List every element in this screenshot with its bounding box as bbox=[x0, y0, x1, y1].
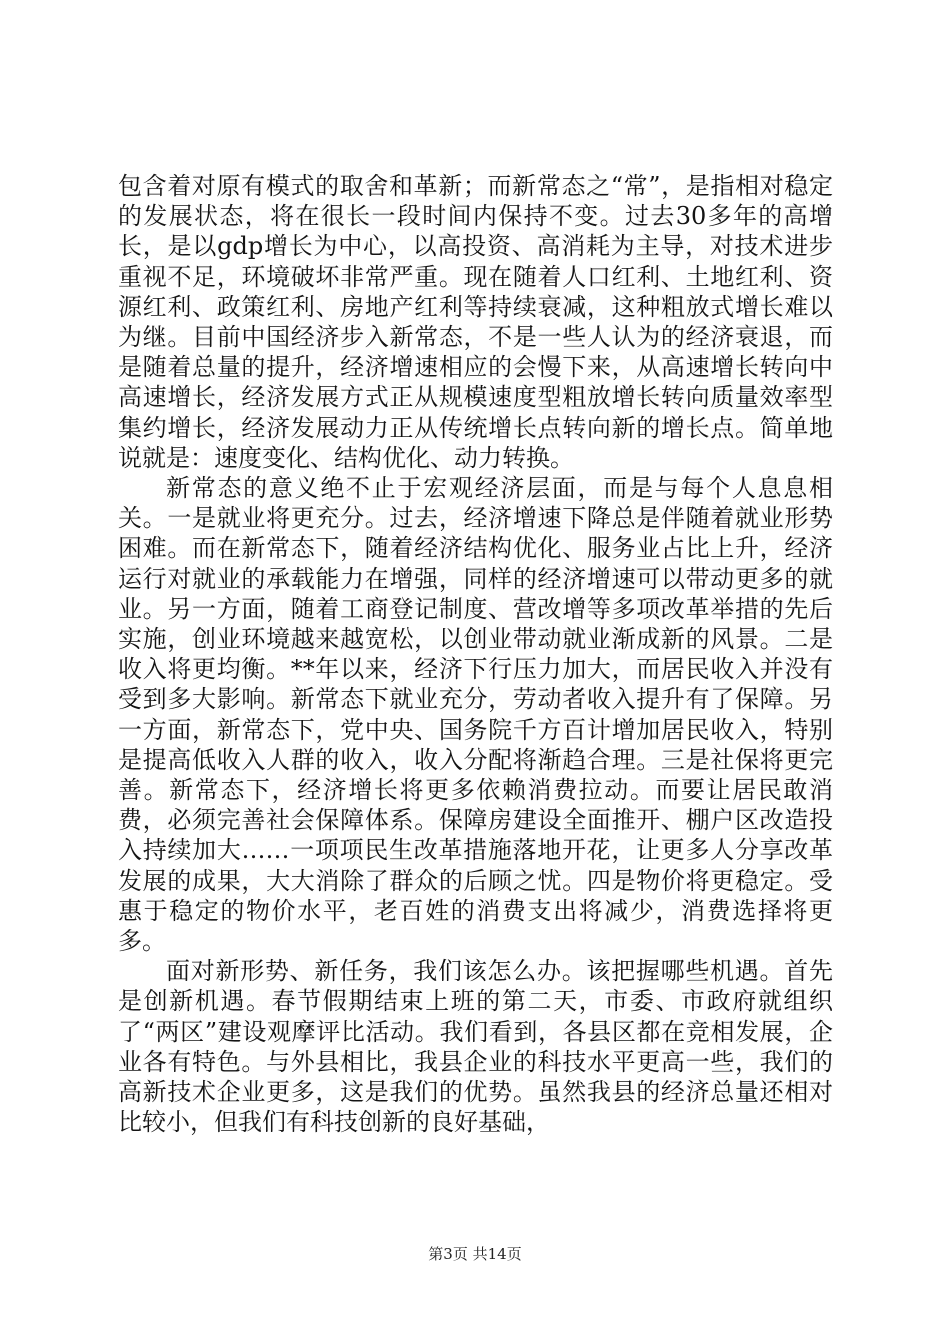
document-body bbox=[118, 171, 833, 1138]
paragraph-1: 包含着对原有模式的取舍和革新；而新常态之“常”，是指相对稳定的发展状态，将在很长一段时间内保持不变。过去30多年的高增长，是以gdp增长为中心，以高投资、高消耗为主导，对技术进步重视不足，环境破坏非常严重。现在随着人口红利、土地红利、资源红利、政策红利、房地产红利等持续衰减，这种粗放式增长难以为继。目前中国经济步入新常态，不是一些人认为的经济衰退，而是随着总量的提升，经济增速相应的会慢下来，从高速增长转向中高速增长，经济发展方式正从规模速度型粗放增长转向质量效率型集约增长，经济发展动力正从传统增长点转向新的增长点。简单地说就是：速度变化、结构优化、动力转换。 bbox=[118, 172, 833, 472]
page-number-footer: 第3页 共14页 bbox=[428, 1245, 522, 1263]
paragraph-2: 新常态的意义绝不止于宏观经济层面，而是与每个人息息相关。一是就业将更充分。过去，经济增速下降总是伴随着就业形势困难。而在新常态下，随着经济结构优化、服务业占比上升，经济运行对就业的承载能力在增强，同样的经济增速可以带动更多的就业。另一方面，随着工商登记制度、营改增等多项改革举措的先后实施，创业环境越来越宽松，以创业带动就业渐成新的风景。二是收入将更均衡。**年以来，经济下行压力加大，而居民收入并没有受到多大影响。新常态下就业充分，劳动者收入提升有了保障。另一方面，新常态下，党中央、国务院千方百计增加居民收入，特别是提高低收入人群的收入，收入分配将渐趋合理。三是社保将更完善。新常态下，经济增长将更多依赖消费拉动。而要让居民敢消费，必须完善社会保障体系。保障房建设全面推开、棚户区改造投入持续加大……一项项民生改革措施落地开花，让更多人分享改革发展的成果，大大消除了群众的后顾之忧。四是物价将更稳定。受惠于稳定的物价水平，老百姓的消费支出将减少，消费选择将更多。 bbox=[118, 474, 833, 956]
paragraph-3: 面对新形势、新任务，我们该怎么办。该把握哪些机遇。首先是创新机遇。春节假期结束上班的第二天，市委、市政府就组织了“两区”建设观摩评比活动。我们看到，各县区都在竞相发展，企业各有特色。与外县相比，我县企业的科技水平更高一些，我们的高新技术企业更多，这是我们的优势。虽然我县的经济总量还相对比较小，但我们有科技创新的良好基础， bbox=[118, 957, 833, 1137]
